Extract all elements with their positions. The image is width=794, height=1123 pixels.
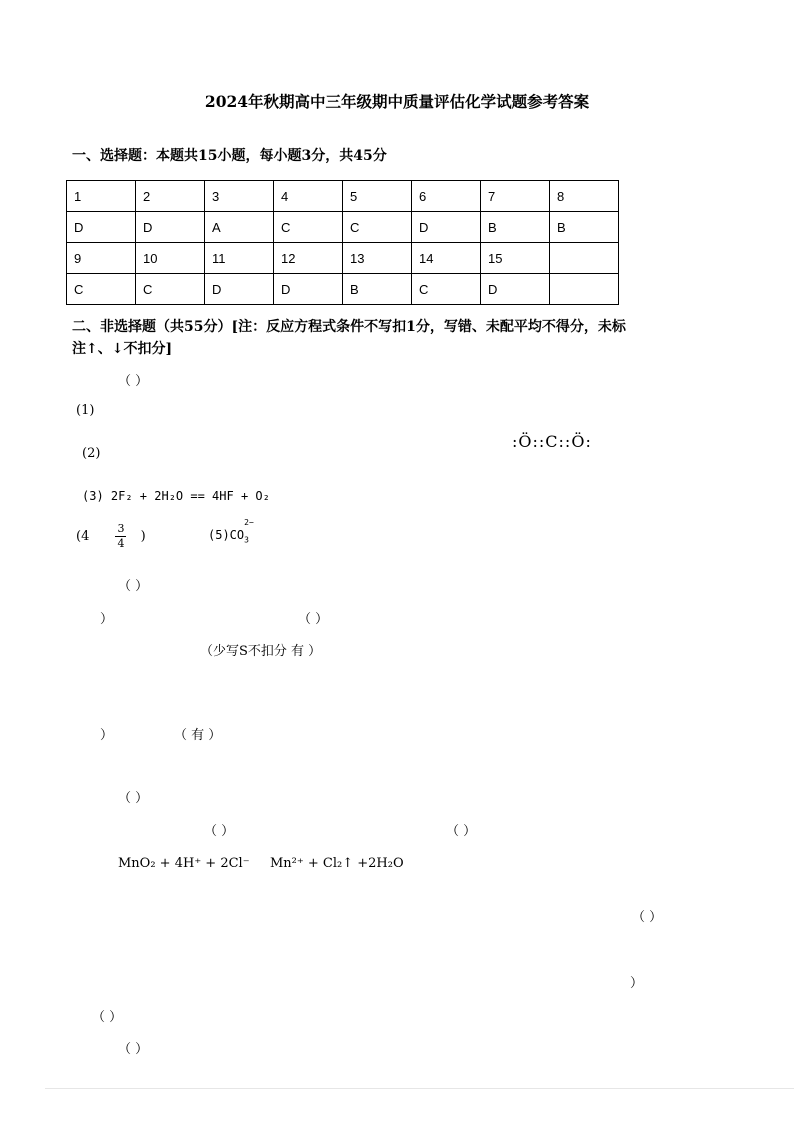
question-5-subscript: 3: [244, 535, 249, 545]
answer-table-cell: 4: [274, 181, 343, 212]
section2-heading-line1: 二、非选择题（共55分）[注：反应方程式条件不写扣1分，写错、未配平均不得分，未标: [72, 319, 626, 335]
answer-table-cell: 3: [205, 181, 274, 212]
answer-table-cell: 12: [274, 243, 343, 274]
answer-line: （ ）: [118, 791, 149, 806]
answer-table-row: [67, 243, 619, 274]
co2-electron-formula: [512, 432, 592, 451]
question-5-answer: [208, 518, 254, 545]
fraction: [115, 522, 126, 551]
answer-table-row: [67, 274, 619, 305]
answer-table-cell: 15: [481, 243, 550, 274]
answer-line: （ ）: [118, 1042, 149, 1057]
answer-line: （少写S不扣分 有 ）: [200, 644, 322, 659]
electron-oxygen-right: Ö:: [571, 432, 592, 451]
question-1-label: (1): [76, 403, 95, 418]
answer-table-cell: A: [205, 212, 274, 243]
answer-table-cell: D: [274, 274, 343, 305]
question-5-formula: (5)CO: [208, 528, 245, 542]
answer-line: （ 有 ）: [174, 728, 222, 743]
question-4-answer: [76, 522, 146, 551]
section1-heading: 一、选择题：本题共15小题，每小题3分，共45分: [72, 148, 387, 164]
answer-table-cell: B: [550, 212, 619, 243]
answer-line: （ ）: [204, 824, 235, 839]
answer-table-cell: C: [412, 274, 481, 305]
answer-line: ）: [100, 612, 114, 627]
equation-left: MnO₂ + 4H⁺ + 2Cl⁻: [118, 856, 250, 871]
answer-table-cell: C: [274, 212, 343, 243]
answer-line: （ ）: [632, 910, 663, 925]
answer-table-cell: 11: [205, 243, 274, 274]
question-3-equation: (3) 2F₂ + 2H₂O == 4HF + O₂: [82, 489, 270, 503]
answer-line: （ ）: [118, 579, 149, 594]
question-5-superscript: 2−: [244, 518, 254, 527]
answer-table-cell: D: [136, 212, 205, 243]
answer-table-cell: 6: [412, 181, 481, 212]
answer-table-cell: D: [412, 212, 481, 243]
answer-table-cell: C: [343, 212, 412, 243]
answer-table-cell: 1: [67, 181, 136, 212]
answer-table-cell: 9: [67, 243, 136, 274]
question-4-close: ): [140, 529, 146, 544]
question-2-label: (2): [82, 446, 101, 461]
equation-right: Mn²⁺ + Cl₂↑ +2H₂O: [270, 856, 404, 871]
fraction-numerator: 3: [117, 522, 125, 535]
answer-table-cell: C: [67, 274, 136, 305]
answer-table-cell: C: [136, 274, 205, 305]
answer-table-cell: 13: [343, 243, 412, 274]
fraction-denominator: 4: [117, 537, 125, 550]
question-4-open: (4: [76, 529, 90, 544]
answer-line: ）: [100, 728, 114, 743]
electron-oxygen-left: :Ö: [512, 432, 533, 451]
answer-table-cell: 5: [343, 181, 412, 212]
answer-line: （ ）: [118, 374, 149, 389]
answer-table-cell: [550, 243, 619, 274]
answer-line: （ ）: [92, 1010, 123, 1025]
answer-table-cell: 14: [412, 243, 481, 274]
answer-table-cell: D: [481, 274, 550, 305]
answer-line: ）: [630, 976, 644, 991]
answer-table-cell: B: [343, 274, 412, 305]
answer-table-cell: 8: [550, 181, 619, 212]
answer-table-cell: 10: [136, 243, 205, 274]
answer-table: [66, 180, 619, 305]
page-title: 2024年秋期高中三年级期中质量评估化学试题参考答案: [204, 92, 590, 111]
page-bottom-divider: [45, 1088, 794, 1089]
answer-table-cell: 7: [481, 181, 550, 212]
answer-table-cell: 2: [136, 181, 205, 212]
answer-table-cell: D: [67, 212, 136, 243]
electron-carbon: ::C::: [532, 432, 572, 451]
answer-table-cell: [550, 274, 619, 305]
answer-table-cell: B: [481, 212, 550, 243]
answer-table-row: [67, 212, 619, 243]
answer-table-row: [67, 181, 619, 212]
section2-heading-line2: 注↑、↓不扣分]: [72, 341, 173, 357]
answer-table-cell: D: [205, 274, 274, 305]
answer-line: （ ）: [446, 824, 477, 839]
answer-line: （ ）: [298, 612, 329, 627]
